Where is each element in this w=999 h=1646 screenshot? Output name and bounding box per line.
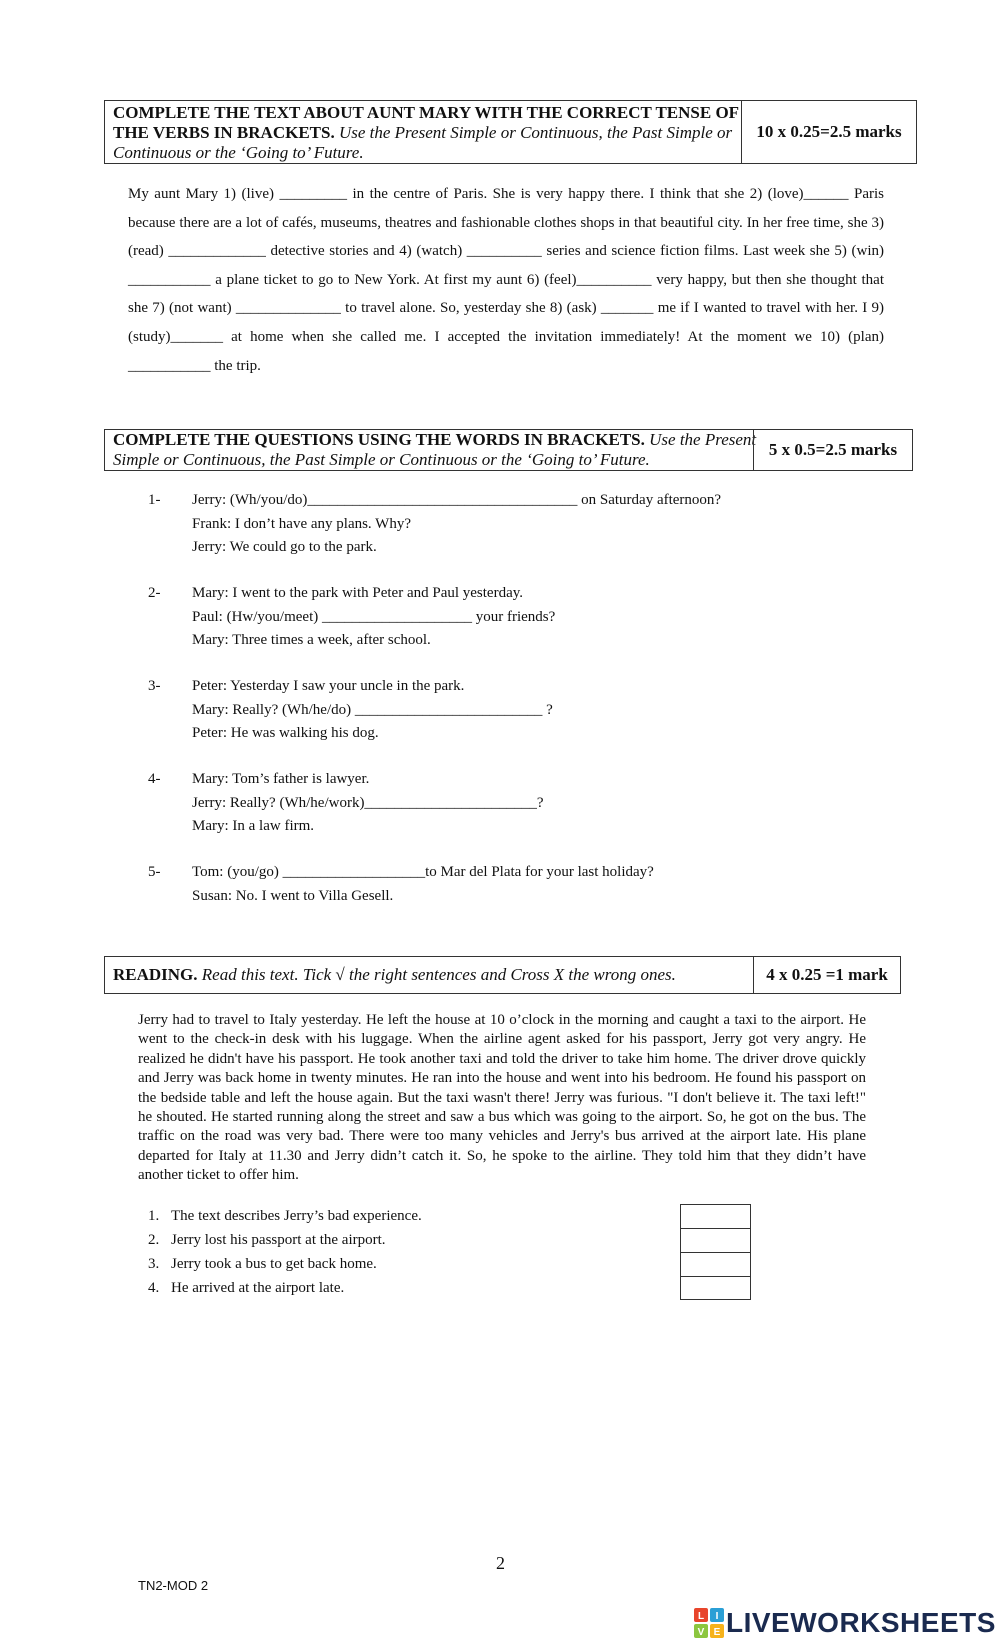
question-number: 3- bbox=[148, 678, 161, 694]
aunt-mary-text: My aunt Mary 1) (live) _________ in the centre of Paris. She is very happy there. I think that she 2) (love)______ Paris because there are a lot of cafés, museums, theatres and fashionable clothes shops in that beautiful city. In her free time, she 3) (read) _____________ detective stories and 4) (watch) __________ series and science fiction films. Last week she 5) (win) ___________ a plane ticket to go to New York. At first my aunt 6) (feel)__________ very happy, but then she thought that she 7) (not want) ______________ to travel alone. So, yesterday she 8) (ask) _______ me if I wanted to travel with her. I 9) (study)_______ at home when she called me. I accepted the invitation immediately! At the moment we 10) (plan) ___________ the trip. bbox=[128, 186, 884, 374]
answer-box-4[interactable] bbox=[680, 1276, 751, 1300]
dialogue-line: Peter: Yesterday I saw your uncle in the park. bbox=[192, 678, 465, 694]
logo-blocks-icon bbox=[694, 1608, 724, 1638]
logo-text: LIVEWORKSHEETS bbox=[726, 1607, 996, 1638]
liveworksheets-logo bbox=[694, 1607, 996, 1639]
section3-title: READING. bbox=[113, 965, 198, 984]
question-number: 1- bbox=[148, 492, 161, 508]
page-number: 2 bbox=[496, 1553, 505, 1573]
section1-marks: 10 x 0.25=2.5 marks bbox=[741, 101, 916, 163]
dialogue-line: Peter: He was walking his dog. bbox=[192, 725, 379, 741]
section1-title: COMPLETE THE TEXT ABOUT AUNT MARY WITH THE CORRECT TENSE OF THE VERBS IN BRACKETS. bbox=[113, 103, 739, 142]
section2-title: COMPLETE THE QUESTIONS USING THE WORDS IN BRACKETS. bbox=[113, 430, 645, 449]
dialogue-line: Susan: No. I went to Villa Gesell. bbox=[192, 887, 394, 904]
question-number: 5- bbox=[148, 864, 161, 880]
statement-number: 4. bbox=[148, 1280, 160, 1296]
dialogue-line: Jerry: (Wh/you/do)____________________________________ on Saturday afternoon? bbox=[192, 492, 722, 508]
answer-box-2[interactable] bbox=[680, 1228, 751, 1252]
dialogue-line: Paul: (Hw/you/meet) ____________________ your friends? bbox=[192, 608, 556, 625]
dialogue-line: Mary: Three times a week, after school. bbox=[192, 632, 431, 648]
statement-number: 2. bbox=[148, 1232, 160, 1248]
statement-number: 1. bbox=[148, 1208, 160, 1224]
section1-header-box bbox=[104, 100, 917, 164]
dialogue-line: Frank: I don’t have any plans. Why? bbox=[192, 515, 411, 532]
section3-subtitle: Read this text. Tick √ the right sentences and Cross X the wrong ones. bbox=[201, 965, 676, 984]
statement-1 bbox=[148, 1204, 422, 1228]
statement-4 bbox=[148, 1276, 344, 1300]
reading-text: Jerry had to travel to Italy yesterday. He left the house at 10 o’clock in the morning and caught a taxi to the airport. He went to the check-in desk with his luggage. When the airline agent asked for his passport, Jerry got very angry. He realized he didn't have his passport. He took another taxi and told the driver to take him home. The driver drove quickly and Jerry was back home in twenty minutes. He ran into the house and went into his bedroom. He found his passport on the bedside table and left the house again. But the taxi wasn't there! Jerry was furious. "I don't believe it. The taxi left!" he shouted. He started running along the street and saw a bus which was going to the airport. So, he got on the bus. The traffic on the road was very bad. There were too many vehicles and Jerry's bus arrived at the airport late. His plane departed for Italy at 11.30 and Jerry didn’t catch it. So, he spoke to the airline. They told him that they didn’t have another ticket to offer him. bbox=[138, 1012, 866, 1184]
answer-box-1[interactable] bbox=[680, 1204, 751, 1228]
section2-instructions bbox=[113, 430, 761, 470]
section3-header-box bbox=[104, 956, 901, 994]
dialogue-line: Jerry: We could go to the park. bbox=[192, 539, 377, 555]
dialogue-line: Tom: (you/go) ___________________to Mar del Plata for your last holiday? bbox=[192, 864, 654, 880]
footer-code: TN2-MOD 2 bbox=[138, 1578, 209, 1593]
statement-text: Jerry lost his passport at the airport. bbox=[171, 1232, 386, 1248]
dialogue-line: Mary: Really? (Wh/he/do) _________________________ ? bbox=[192, 701, 553, 718]
statement-number: 3. bbox=[148, 1256, 160, 1272]
section2-header-box bbox=[104, 429, 913, 471]
answer-box-3[interactable] bbox=[680, 1252, 751, 1276]
statement-3 bbox=[148, 1252, 377, 1276]
section2-marks: 5 x 0.5=2.5 marks bbox=[753, 430, 912, 470]
svg-text:I: I bbox=[715, 1611, 719, 1622]
section3-marks: 4 x 0.25 =1 mark bbox=[753, 957, 900, 993]
section1-subtitle: Use the Present Simple or Continuous, the Past Simple or Continuous or the ‘Going to’ Future. bbox=[113, 123, 733, 162]
dialogue-line: Mary: In a law firm. bbox=[192, 818, 315, 834]
section1-instructions bbox=[113, 103, 743, 163]
section3-instructions bbox=[113, 965, 753, 985]
question-number: 4- bbox=[148, 771, 161, 787]
svg-text:L: L bbox=[697, 1611, 705, 1622]
dialogue-line: Mary: I went to the park with Peter and Paul yesterday. bbox=[192, 585, 524, 601]
statement-text: Jerry took a bus to get back home. bbox=[171, 1256, 377, 1272]
svg-text:E: E bbox=[713, 1627, 721, 1638]
dialogue-line: Mary: Tom’s father is lawyer. bbox=[192, 771, 370, 787]
statement-text: The text describes Jerry’s bad experience. bbox=[171, 1208, 422, 1224]
question-number: 2- bbox=[148, 585, 161, 601]
statement-2 bbox=[148, 1228, 386, 1252]
statement-text: He arrived at the airport late. bbox=[171, 1280, 345, 1296]
section2-subtitle: Use the Present Simple or Continuous, the Past Simple or Continuous or the ‘Going to’ Future. bbox=[113, 430, 757, 469]
svg-text:V: V bbox=[697, 1627, 705, 1638]
dialogue-line: Jerry: Really? (Wh/he/work)_______________________? bbox=[192, 794, 544, 811]
